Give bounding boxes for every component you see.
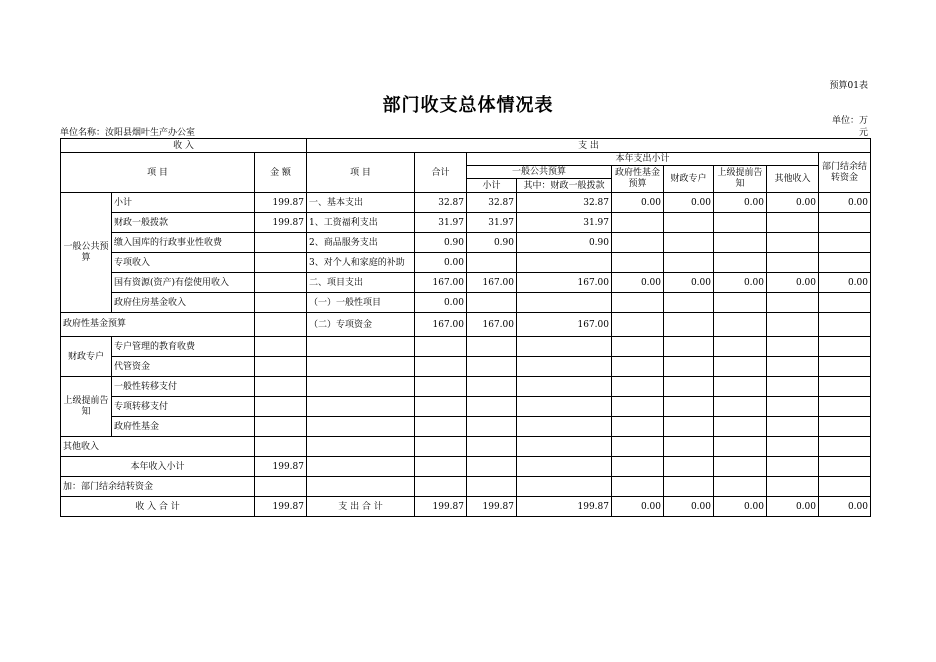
group-general: 一般公共预算 [61,193,112,313]
other-cell: 0.00 [767,273,819,293]
header-gov-fund: 政府性基金预算 [612,166,664,193]
carry-cell [819,213,871,233]
budget-table [60,138,871,517]
header-dept-carry: 部门结余结转资金 [819,153,871,193]
expense-other-cell: 0.00 [767,497,819,517]
expense-general-cell: 199.87 [517,497,612,517]
expense-item: 1、工资福利支出 [307,213,415,233]
carry-cell [819,313,871,337]
expense-subtotal-cell: 199.87 [467,497,517,517]
subtotal-cell: 0.90 [467,233,517,253]
superior-cell: 0.00 [714,193,767,213]
income-item: 代管资金 [112,357,255,377]
general-cell: 167.00 [517,273,612,293]
fiscal-cell [664,253,714,273]
superior-cell [714,253,767,273]
amount-cell [255,293,307,313]
other-cell [767,293,819,313]
unit-label: 单位：万 [831,116,868,126]
gov-fund-cell: 0.00 [612,193,664,213]
fiscal-cell: 0.00 [664,193,714,213]
income-total-label: 收 入 合 计 [61,497,255,517]
subtotal-cell [467,253,517,273]
gov-fund-cell [612,233,664,253]
total-cell: 0.00 [415,253,467,273]
header-fiscal-special: 财政专户 [664,166,714,193]
header-other-income: 其他收入 [767,166,819,193]
gov-fund-cell [612,293,664,313]
unit-tail: 元 [858,128,868,138]
fiscal-cell [664,233,714,253]
header-general-budget: 一般公共预算 [467,166,612,179]
expense-item: 二、项目支出 [307,273,415,293]
group-fiscal-special: 财政专户 [61,337,112,377]
header-total: 合计 [415,153,467,193]
amount-cell [255,313,307,337]
header-of-which: 其中：财政一般拨款 [517,179,612,193]
general-cell [517,293,612,313]
gov-fund-cell [612,253,664,273]
dept-carry-label: 加：部门结余结转资金 [61,477,255,497]
subtotal-cell [467,293,517,313]
amount-cell: 199.87 [255,193,307,213]
carry-cell [819,233,871,253]
total-cell: 31.97 [415,213,467,233]
header-income: 收 入 [61,139,307,153]
amount-cell [255,233,307,253]
subtotal-cell: 167.00 [467,273,517,293]
income-item: 专项转移支付 [112,397,255,417]
superior-cell [714,233,767,253]
header-item: 项 目 [61,153,255,193]
expense-item: 一、基本支出 [307,193,415,213]
expense-carry-cell: 0.00 [819,497,871,517]
fiscal-cell: 0.00 [664,273,714,293]
header-item2: 项 目 [307,153,415,193]
expense-item: （二）专项资金 [307,313,415,337]
carry-cell [819,253,871,273]
income-item: 小计 [112,193,255,213]
fiscal-cell [664,293,714,313]
fiscal-cell [664,313,714,337]
carry-cell: 0.00 [819,193,871,213]
other-cell [767,313,819,337]
other-cell [767,233,819,253]
fiscal-cell [664,213,714,233]
expense-gov-fund-cell: 0.00 [612,497,664,517]
income-item: 缴入国库的行政事业性收费 [112,233,255,253]
gov-fund-cell: 0.00 [612,273,664,293]
total-cell: 167.00 [415,313,467,337]
header-current-year: 本年支出小计 [467,153,819,166]
form-code: 预算01表 [829,81,868,91]
other-cell: 0.00 [767,193,819,213]
income-item: 财政一般拨款 [112,213,255,233]
current-income-subtotal-label: 本年收入小计 [61,457,255,477]
other-cell [767,253,819,273]
expense-item: （一）一般性项目 [307,293,415,313]
income-item: 一般性转移支付 [112,377,255,397]
superior-cell [714,213,767,233]
gov-fund-cell [612,213,664,233]
carry-cell [819,293,871,313]
header-expense: 支 出 [307,139,871,153]
total-cell: 0.00 [415,293,467,313]
income-item: 专户管理的教育收费 [112,337,255,357]
page-title: 部门收支总体情况表 [382,95,554,116]
total-cell: 0.90 [415,233,467,253]
current-income-subtotal-amount: 199.87 [255,457,307,477]
carry-cell: 0.00 [819,273,871,293]
subtotal-cell: 32.87 [467,193,517,213]
total-cell: 167.00 [415,273,467,293]
income-item: 国有资源(资产)有偿使用收入 [112,273,255,293]
group-superior: 上级提前告知 [61,377,112,437]
income-item: 政府住房基金收入 [112,293,255,313]
header-subtotal: 小计 [467,179,517,193]
general-cell: 32.87 [517,193,612,213]
header-amount: 金 额 [255,153,307,193]
amount-cell [255,273,307,293]
amount-cell: 199.87 [255,213,307,233]
income-item: 政府性基金 [112,417,255,437]
income-item: 专项收入 [112,253,255,273]
general-cell: 0.90 [517,233,612,253]
header-superior: 上级提前告知 [714,166,767,193]
group-other-income: 其他收入 [61,437,255,457]
expense-total-cell: 199.87 [415,497,467,517]
gov-fund-cell [612,313,664,337]
general-cell: 31.97 [517,213,612,233]
superior-cell: 0.00 [714,273,767,293]
total-cell: 32.87 [415,193,467,213]
income-total-amount: 199.87 [255,497,307,517]
general-cell: 167.00 [517,313,612,337]
superior-cell [714,313,767,337]
subtotal-cell: 31.97 [467,213,517,233]
superior-cell [714,293,767,313]
other-cell [767,213,819,233]
group-gov-fund: 政府性基金预算 [61,313,255,337]
subtotal-cell: 167.00 [467,313,517,337]
expense-superior-cell: 0.00 [714,497,767,517]
expense-item: 2、商品服务支出 [307,233,415,253]
general-cell [517,253,612,273]
amount-cell [255,253,307,273]
unit-name: 单位名称：汝阳县烟叶生产办公室 [60,128,196,138]
expense-fiscal-cell: 0.00 [664,497,714,517]
expense-total-label: 支 出 合 计 [307,497,415,517]
expense-item: 3、对个人和家庭的补助 [307,253,415,273]
